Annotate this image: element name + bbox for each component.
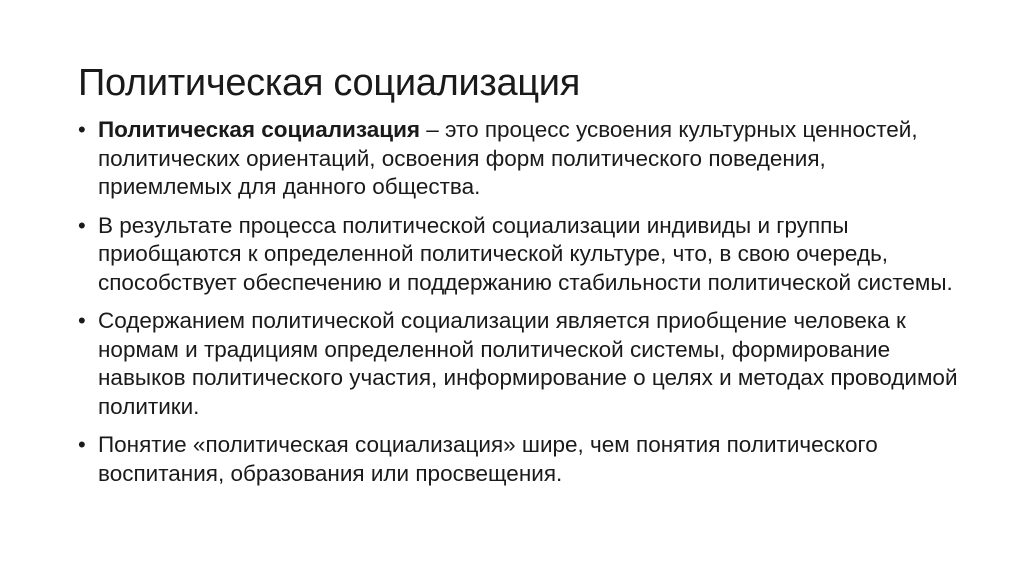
bullet-term: Политическая социализация	[98, 117, 421, 142]
bullet-item	[78, 307, 958, 421]
bullet-text: Понятие «политическая социализация» шире, чем понятия политического воспитания, образования или просвещения.	[98, 432, 878, 486]
slide-title: Политическая социализация	[78, 62, 581, 104]
bullet-marker: •	[78, 308, 86, 333]
bullet-text: Содержанием политической социализации является приобщение человека к нормам и традициям определенной политической системы, формирование навыков политического участия, информирование о целях и методах проводимой политики.	[98, 308, 958, 419]
bullet-item	[78, 116, 958, 202]
bullet-text: В результате процесса политической социализации индивиды и группы приобщаются к определенной политической культуре, что, в свою очередь, способствует обеспечению и поддержанию стабильности политической системы.	[98, 212, 953, 295]
bullet-text: – это процесс усвоения культурных ценностей, политических ориентаций, освоения форм политического поведения, приемлемых для данного общества.	[98, 117, 918, 199]
bullet-marker: •	[78, 212, 86, 238]
bullet-marker: •	[78, 117, 86, 142]
bullet-item	[78, 212, 958, 298]
bullet-marker: •	[78, 432, 86, 457]
bullet-list	[78, 116, 958, 498]
bullet-item	[78, 431, 958, 488]
